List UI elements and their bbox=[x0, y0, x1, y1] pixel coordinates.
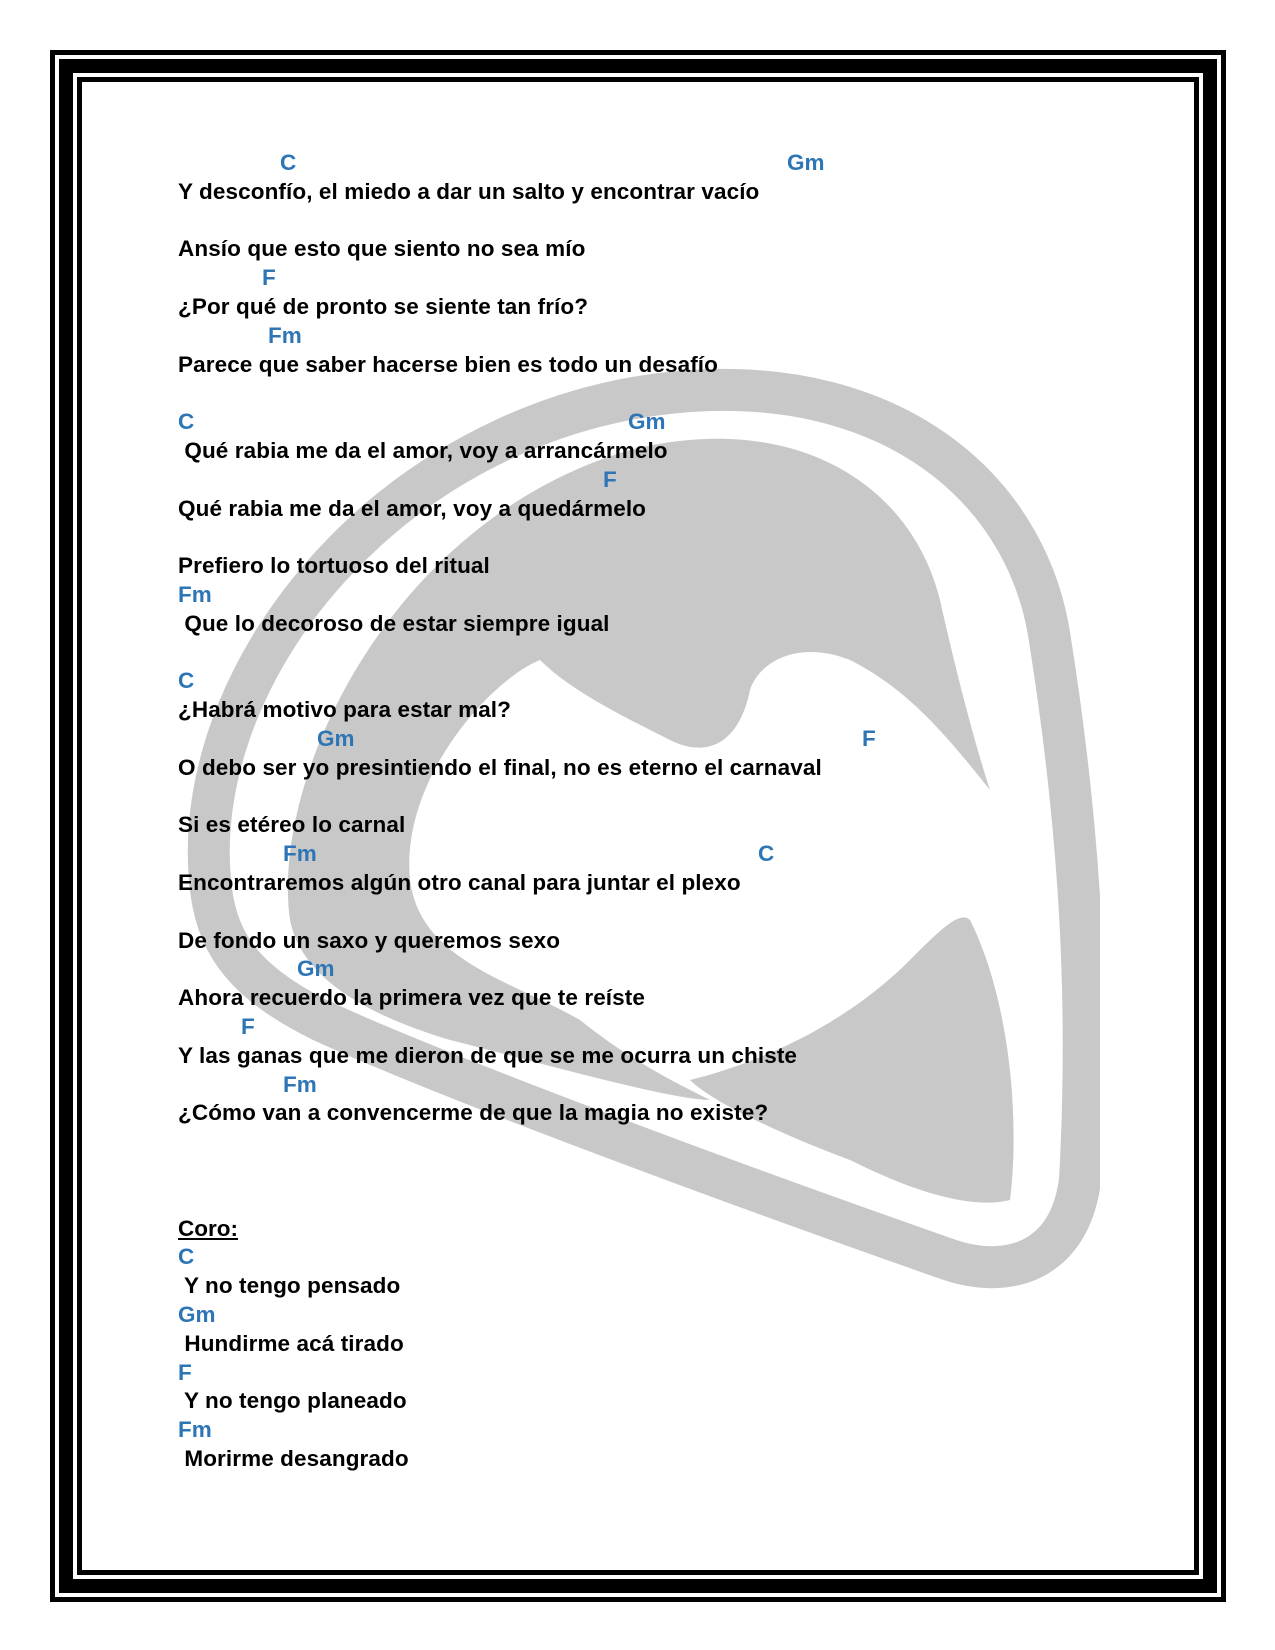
lyric-line: ¿Habrá motivo para estar mal? bbox=[178, 697, 512, 723]
chord-label: F bbox=[241, 1014, 255, 1039]
chord-label: C bbox=[758, 841, 775, 867]
lyric-line: Que lo decoroso de estar siempre igual bbox=[178, 610, 610, 636]
lyric-line: Morirme desangrado bbox=[178, 1446, 409, 1471]
lyric-line: Qué rabia me da el amor, voy a quedármelo bbox=[178, 495, 647, 521]
chord-label: F bbox=[603, 466, 617, 492]
chord-label: C bbox=[178, 409, 195, 435]
chord-label: Gm bbox=[297, 956, 335, 982]
lyric-line: ¿Por qué de pronto se siente tan frío? bbox=[178, 294, 589, 319]
chorus-heading: Coro: bbox=[178, 1215, 238, 1241]
lyric-line: Si es etéreo lo carnal bbox=[178, 812, 406, 838]
chord-label: C bbox=[178, 668, 195, 694]
lyric-line: Y no tengo planeado bbox=[178, 1388, 407, 1414]
chord-label: C bbox=[178, 1244, 195, 1270]
chord-label: Fm bbox=[268, 322, 302, 348]
chord-label: Gm bbox=[787, 150, 825, 175]
lyric-line: Y las ganas que me dieron de que se me ocurra un chiste bbox=[178, 1042, 798, 1068]
chord-label: F bbox=[862, 726, 876, 751]
chord-label: Gm bbox=[317, 726, 355, 751]
chord-label: Gm bbox=[628, 409, 666, 435]
lyric-line: Parece que saber hacerse bien es todo un desafío bbox=[178, 351, 718, 377]
chord-label: F bbox=[262, 265, 276, 291]
lyric-line: O debo ser yo presintiendo el final, no es eterno el carnaval bbox=[178, 754, 822, 780]
lyric-line: Hundirme acá tirado bbox=[178, 1330, 404, 1356]
chord-label: F bbox=[178, 1359, 192, 1385]
lyric-line: Qué rabia me da el amor, voy a arrancármelo bbox=[178, 438, 668, 463]
chord-label: Fm bbox=[283, 1071, 317, 1097]
lyric-line: ¿Cómo van a convencerme de que la magia no existe? bbox=[178, 1100, 769, 1126]
lyric-line: Y no tengo pensado bbox=[178, 1273, 401, 1299]
chord-label: Fm bbox=[178, 582, 212, 607]
chord-label: C bbox=[280, 150, 297, 175]
lyric-line: Y desconfío, el miedo a dar un salto y encontrar vacío bbox=[178, 178, 760, 204]
lyric-line: Prefiero lo tortuoso del ritual bbox=[178, 553, 490, 579]
lyric-line: Ansío que esto que siento no sea mío bbox=[178, 236, 586, 262]
chord-label: Fm bbox=[283, 841, 317, 867]
chord-label: Gm bbox=[178, 1302, 216, 1327]
lyric-line: Ahora recuerdo la primera vez que te reíste bbox=[178, 985, 645, 1011]
lyric-line: De fondo un saxo y queremos sexo bbox=[178, 927, 561, 953]
lyric-line: Encontraremos algún otro canal para juntar el plexo bbox=[178, 870, 741, 895]
chord-label: Fm bbox=[178, 1417, 212, 1443]
